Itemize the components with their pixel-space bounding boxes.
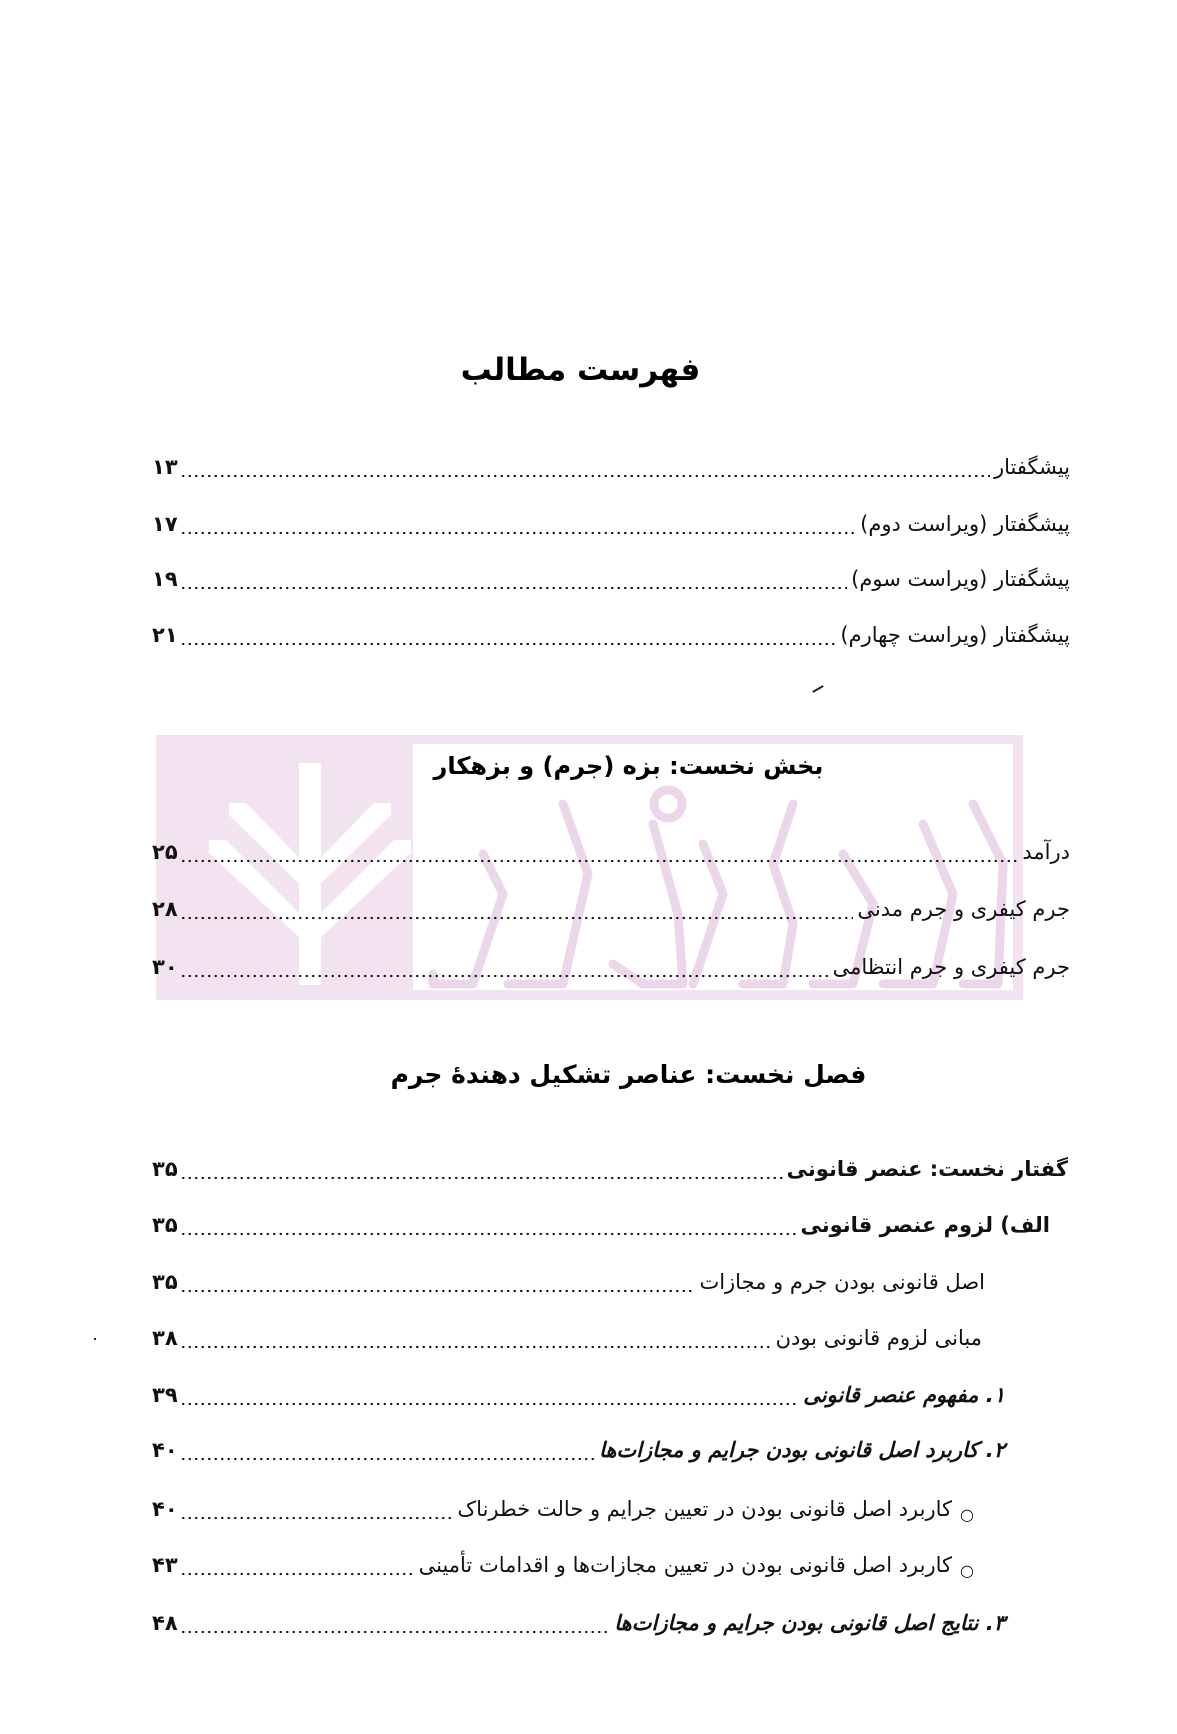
toc-entry-label: پیشگفتار (ویراست چهارم) [840, 623, 1070, 647]
toc-entry-label: پیشگفتار (ویراست سوم) [851, 567, 1070, 591]
toc-entry-label: الف) لزوم عنصر قانونی [800, 1213, 1050, 1237]
toc-entry-label: گفتار نخست: عنصر قانونی [786, 1157, 1068, 1181]
circle-bullet-icon: ○ [960, 1505, 974, 1524]
toc-entry-page: ۳۵ [152, 1270, 178, 1294]
toc-entry[interactable] [152, 890, 1070, 924]
dot-leader [180, 1267, 696, 1297]
toc-entry[interactable] [152, 1490, 974, 1524]
toc-entry-page: ۳۸ [152, 1326, 178, 1350]
toc-entry[interactable] [152, 1376, 1005, 1410]
toc-entry-page: ۳۵ [152, 1213, 178, 1237]
toc-entry[interactable] [152, 1546, 974, 1580]
toc-entry[interactable] [152, 1319, 982, 1353]
toc-entry-label: کاربرد اصل قانونی بودن در تعیین جرایم و حالت خطرناک [457, 1497, 953, 1521]
toc-entry[interactable] [152, 1206, 1050, 1240]
dot-leader [180, 1494, 454, 1524]
toc-entry[interactable] [152, 616, 1070, 650]
toc-entry-page: ۳۵ [152, 1157, 178, 1181]
dot-leader [180, 894, 854, 924]
toc-entry-page: ۳۰ [152, 955, 178, 979]
toc-entry-label: پیشگفتار (ویراست دوم) [860, 512, 1070, 536]
toc-entry-page: ۱۹ [152, 567, 178, 591]
toc-entry[interactable] [152, 1431, 1005, 1465]
toc-entry-page: ۲۵ [152, 840, 178, 864]
toc-entry[interactable] [152, 948, 1070, 982]
part-heading: بخش نخست: بزه (جرم) و بزهکار [433, 752, 824, 780]
toc-entry-label: درآمد [1022, 840, 1070, 864]
toc-entry-label: پیشگفتار [993, 455, 1070, 479]
dot-leader [180, 452, 990, 482]
dot-leader [180, 1154, 783, 1184]
toc-entry-page: ۲۸ [152, 897, 178, 921]
toc-entry[interactable] [152, 1263, 985, 1297]
chapter-heading: فصل نخست: عناصر تشکیل دهندهٔ جرم [390, 1060, 867, 1089]
toc-entry[interactable] [152, 560, 1070, 594]
page-title: فهرست مطالب [460, 352, 701, 388]
dot-leader [180, 509, 856, 539]
toc-entry-label: جرم کیفری و جرم مدنی [857, 897, 1070, 921]
toc-entry-page: ۴۰ [152, 1438, 178, 1462]
dot-leader [180, 1323, 772, 1353]
circle-bullet-icon: ○ [960, 1561, 974, 1580]
toc-entry-page: ۴۳ [152, 1553, 178, 1577]
dot-leader [180, 1435, 595, 1465]
scan-artifact [812, 685, 823, 693]
toc-entry-page: ۱۳ [152, 455, 178, 479]
toc-entry-page: ۴۸ [152, 1611, 178, 1635]
dot-leader [180, 1608, 611, 1638]
toc-entry[interactable] [152, 448, 1070, 482]
toc-entry-label: ۱. مفهوم عنصر قانونی [803, 1383, 1005, 1407]
dot-leader [180, 952, 829, 982]
dot-leader [180, 1550, 415, 1580]
toc-entry-label: ۲. کاربرد اصل قانونی بودن جرایم و مجازات‌ها [598, 1438, 1005, 1462]
toc-entry[interactable] [152, 1604, 1005, 1638]
toc-entry[interactable] [152, 1150, 1068, 1184]
toc-entry-page: ۳۹ [152, 1383, 178, 1407]
toc-entry[interactable] [152, 505, 1070, 539]
toc-entry-label: اصل قانونی بودن جرم و مجازات [699, 1270, 985, 1294]
toc-entry-label: مبانی لزوم قانونی بودن [775, 1326, 982, 1350]
toc-entry-label: جرم کیفری و جرم انتظامی [832, 955, 1070, 979]
dot-leader [180, 1210, 797, 1240]
toc-entry-page: ۴۰ [152, 1497, 178, 1521]
dot-leader [180, 564, 848, 594]
dot-leader [180, 1380, 800, 1410]
toc-entry-label: کاربرد اصل قانونی بودن در تعیین مجازات‌ها و اقدامات تأمینی [418, 1553, 953, 1577]
toc-entry-page: ۱۷ [152, 512, 178, 536]
toc-entry-label: ۳. نتایج اصل قانونی بودن جرایم و مجازات‌ها [614, 1611, 1005, 1635]
scan-artifact [94, 1338, 96, 1340]
toc-entry[interactable] [152, 833, 1070, 867]
dot-leader [180, 620, 837, 650]
dot-leader [180, 837, 1019, 867]
toc-entry-page: ۲۱ [152, 623, 178, 647]
